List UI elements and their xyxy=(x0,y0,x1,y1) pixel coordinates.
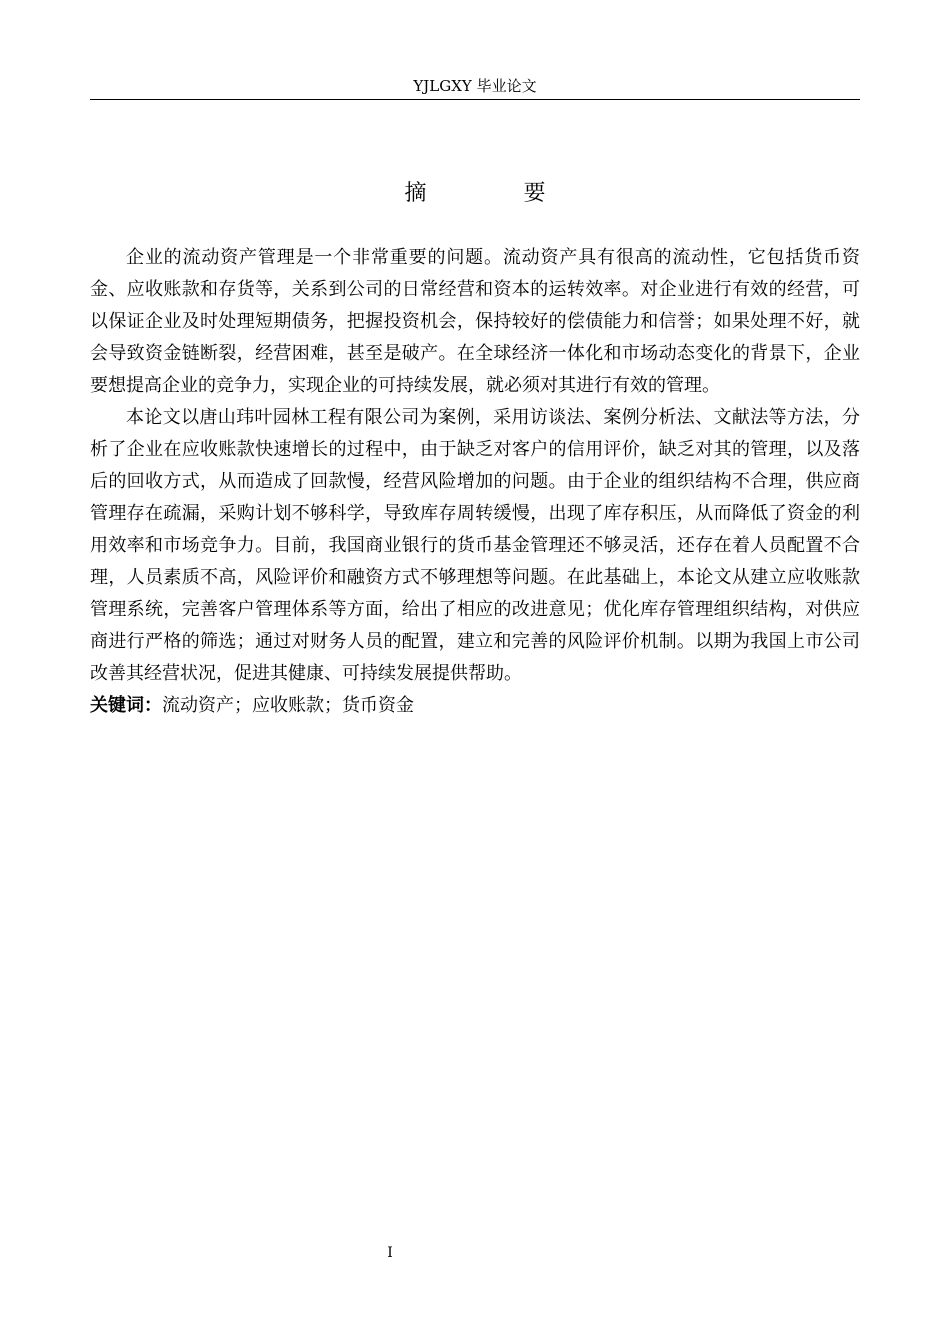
keywords-label: 关键词： xyxy=(90,695,162,716)
abstract-body xyxy=(90,242,860,722)
abstract-title: 摘 要 xyxy=(404,181,591,206)
page-number: I xyxy=(387,1245,393,1261)
header-rule xyxy=(90,99,860,100)
keywords-text: 流动资产；应收账款；货币资金 xyxy=(162,695,414,716)
keywords-line xyxy=(90,690,860,722)
abstract-paragraph-1: 企业的流动资产管理是一个非常重要的问题。流动资产具有很高的流动性，它包括货币资金、应收账款和存货等，关系到公司的日常经营和资本的运转效率。对企业进行有效的经营，可以保证企业及时处理短期债务，把握投资机会，保持较好的偿债能力和信誉；如果处理不好，就会导致资金链断裂，经营困难，甚至是破产。在全球经济一体化和市场动态变化的背景下，企业要想提高企业的竞争力，实现企业的可持续发展，就必须对其进行有效的管理。 xyxy=(90,247,860,396)
page-header: YJLGXY 毕业论文 xyxy=(413,77,537,95)
abstract-paragraph-2: 本论文以唐山玮叶园林工程有限公司为案例，采用访谈法、案例分析法、文献法等方法，分析了企业在应收账款快速增长的过程中，由于缺乏对客户的信用评价，缺乏对其的管理，以及落后的回收方式，从而造成了回款慢，经营风险增加的问题。由于企业的组织结构不合理，供应商管理存在疏漏，采购计划不够科学，导致库存周转缓慢，出现了库存积压，从而降低了资金的利用效率和市场竞争力。目前，我国商业银行的货币基金管理还不够灵活，还存在着人员配置不合理，人员素质不高，风险评价和融资方式不够理想等问题。在此基础上，本论文从建立应收账款管理系统，完善客户管理体系等方面，给出了相应的改进意见；优化库存管理组织结构，对供应商进行严格的筛选；通过对财务人员的配置，建立和完善的风险评价机制。以期为我国上市公司改善其经营状况，促进其健康、可持续发展提供帮助。 xyxy=(90,407,860,684)
